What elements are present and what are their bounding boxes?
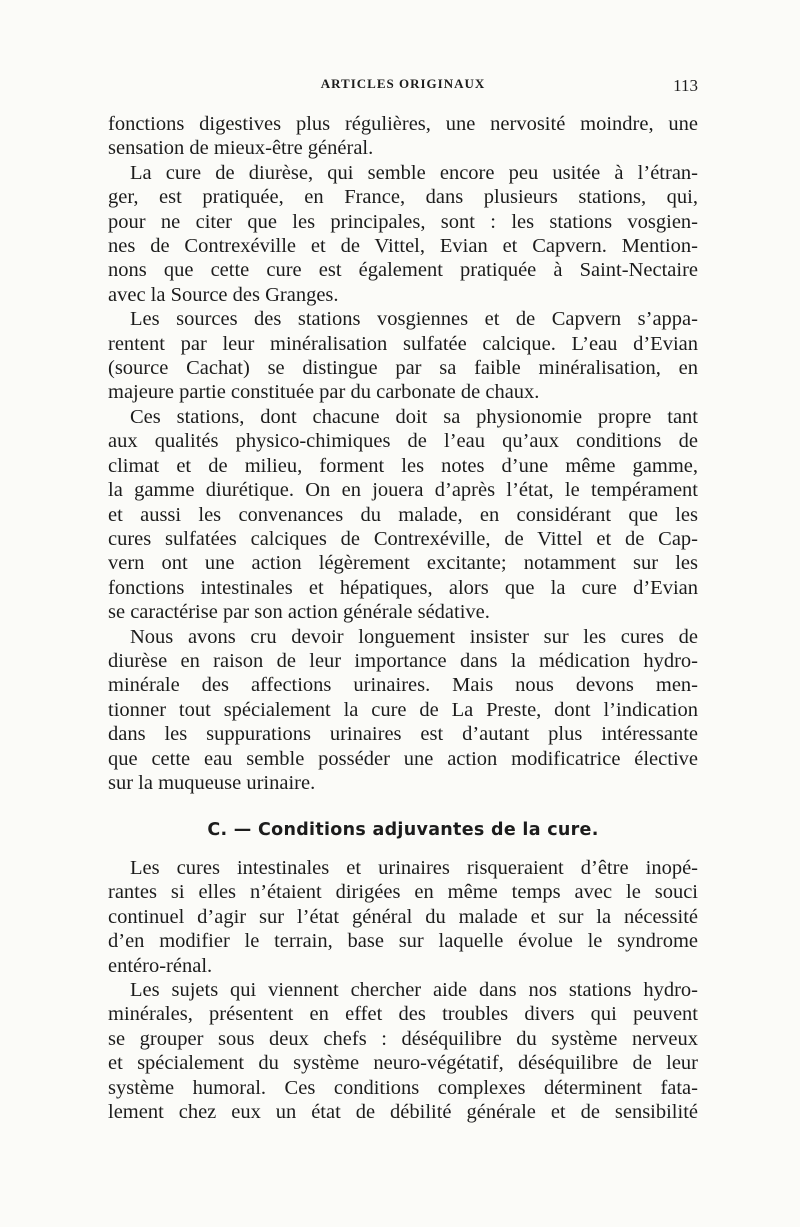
body-text-bottom [108, 856, 698, 1124]
text-line: Les sujets qui viennent chercher aide dans nos stations hydro- [130, 979, 698, 1002]
text-line: cures sulfatées calciques de Contrexéville, de Vittel et de Cap- [108, 527, 698, 550]
text-line: climat et de milieu, forment les notes d’une même gamme, [108, 454, 698, 477]
text-line: nons que cette cure est également pratiquée à Saint-Nectaire [108, 259, 698, 282]
text-line: dans les suppurations urinaires est d’autant plus intéressante [108, 723, 698, 746]
text-line: La cure de diurèse, qui semble encore peu usitée à l’étran- [130, 161, 698, 184]
text-line: et spécialement du système neuro-végétatif, déséquilibre de leur [108, 1052, 698, 1075]
text-line: ger, est pratiquée, en France, dans plusieurs stations, qui, [108, 186, 698, 209]
text-line: Nous avons cru devoir longuement insister sur les cures de [130, 625, 698, 648]
text-line: sensation de mieux-être général. [108, 137, 374, 160]
text-line: nes de Contrexéville et de Vittel, Evian et Capvern. Mention- [108, 235, 698, 258]
text-line: sur la muqueuse urinaire. [108, 771, 316, 794]
text-line: et aussi les convenances du malade, en considérant que les [108, 503, 698, 526]
text-line: pour ne citer que les principales, sont : les stations vosgien- [108, 210, 698, 233]
body-text-top [108, 112, 698, 795]
text-line: diurèse en raison de leur importance dans la médication hydro- [108, 649, 698, 672]
text-line: lement chez eux un état de débilité générale et de sensibilité [108, 1101, 698, 1124]
text-line: avec la Source des Granges. [108, 283, 339, 306]
text-line: la gamme diurétique. On en jouera d’après l’état, le tempérament [108, 479, 698, 502]
text-line: entéro-rénal. [108, 954, 213, 977]
text-line: minérale des affections urinaires. Mais nous devons men- [108, 674, 698, 697]
text-line: continuel d’agir sur l’état général du malade et sur la nécessité [108, 905, 698, 928]
text-line: fonctions digestives plus régulières, une nervosité moindre, une [108, 113, 698, 135]
text-line: système humoral. Ces conditions complexes déterminent fata- [108, 1076, 698, 1099]
text-line: Les sources des stations vosgiennes et de Capvern s’appa- [130, 308, 698, 331]
text-line: rantes si elles n’étaient dirigées en même temps avec le souci [108, 881, 698, 904]
text-line: majeure partie constituée par du carbonate de chaux. [108, 381, 540, 404]
text-line: tionner tout spécialement la cure de La Preste, dont l’indication [108, 698, 698, 721]
running-head [108, 76, 698, 96]
text-line: que cette eau semble posséder une action modificatrice élective [108, 747, 698, 770]
text-line: (source Cachat) se distingue par sa faible minéralisation, en [108, 357, 698, 380]
section-heading: C. — Conditions adjuvantes de la cure. [207, 820, 599, 840]
text-line: minérales, présentent en effet des troubles divers qui peuvent [108, 1003, 698, 1026]
text-line: d’en modifier le terrain, base sur laquelle évolue le syndrome [108, 930, 698, 953]
text-line: se grouper sous deux chefs : déséquilibre du système nerveux [108, 1027, 698, 1050]
text-line: Ces stations, dont chacune doit sa physionomie propre tant [130, 405, 698, 428]
text-line: vern ont une action légèrement excitante; notamment sur les [108, 552, 698, 575]
running-head-title: ARTICLES ORIGINAUX [320, 76, 486, 91]
text-line: se caractérise par son action générale sédative. [108, 601, 490, 624]
text-line: fonctions intestinales et hépatiques, alors que la cure d’Evian [108, 576, 698, 599]
text-line: Les cures intestinales et urinaires risqueraient d’être inopé- [130, 857, 698, 879]
text-line: rentent par leur minéralisation sulfatée calcique. L’eau d’Evian [108, 332, 698, 355]
page-number: 113 [673, 76, 698, 95]
text-line: aux qualités physico-chimiques de l’eau qu’aux conditions de [108, 430, 698, 453]
